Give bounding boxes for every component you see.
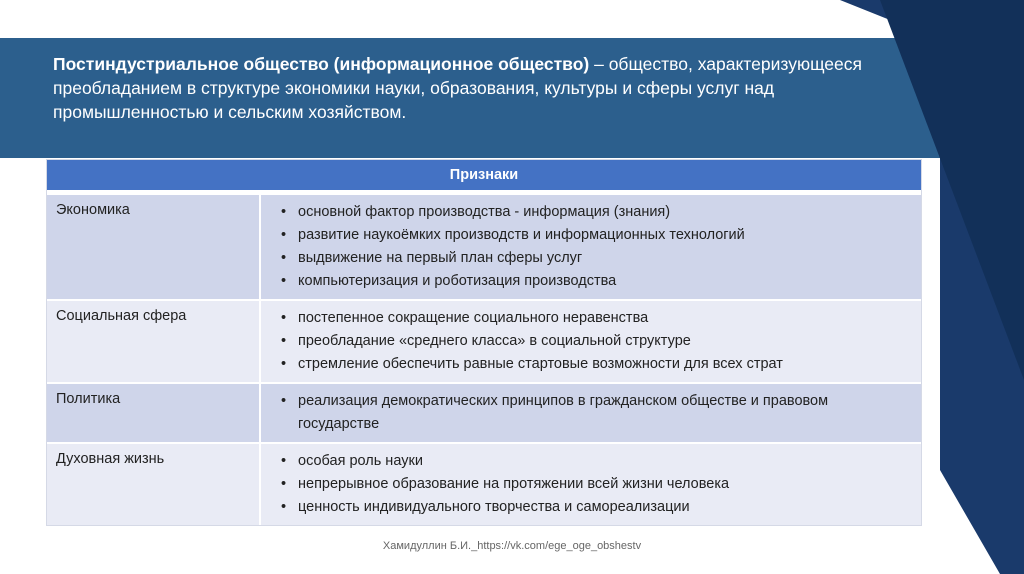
list-item xyxy=(281,473,911,496)
list-item-text: стремление обеспечить равные стартовые возможности для всех страт xyxy=(298,356,783,372)
features-cell xyxy=(261,384,921,442)
list-item-text: особая роль науки xyxy=(298,453,423,469)
bullet-icon: • xyxy=(281,204,287,220)
list-item-text: реализация демократических принципов в гражданском обществе и правовом государстве xyxy=(298,393,829,432)
table-row xyxy=(47,442,921,525)
list-item-text: развитие наукоёмких производств и информационных технологий xyxy=(298,227,745,243)
list-item-text: основной фактор производства - информация (знания) xyxy=(298,204,671,220)
table-row xyxy=(47,382,921,442)
bullet-icon: • xyxy=(281,227,287,243)
list-item-text: преобладание «среднего класса» в социальной структуре xyxy=(298,333,691,349)
list-item xyxy=(281,307,911,330)
list-item xyxy=(281,201,911,224)
list-item xyxy=(281,330,911,353)
list-item-text: компьютеризация и роботизация производства xyxy=(298,273,617,289)
sphere-cell: Экономика xyxy=(47,195,261,299)
list-item xyxy=(281,496,911,519)
table-row xyxy=(47,193,921,299)
bullet-icon: • xyxy=(281,250,287,266)
list-item xyxy=(281,450,911,473)
table-row xyxy=(47,299,921,382)
features-table xyxy=(47,160,921,525)
features-cell xyxy=(261,195,921,299)
bullet-icon: • xyxy=(281,393,287,409)
list-item-text: постепенное сокращение социального неравенства xyxy=(298,310,649,326)
list-item xyxy=(281,390,911,436)
list-item-text: выдвижение на первый план сферы услуг xyxy=(298,250,583,266)
sphere-cell: Социальная сфера xyxy=(47,301,261,382)
bullet-icon: • xyxy=(281,499,287,515)
sphere-cell: Духовная жизнь xyxy=(47,444,261,525)
definition-text xyxy=(53,52,873,124)
features-cell xyxy=(261,301,921,382)
bullet-icon: • xyxy=(281,356,287,372)
list-item-text: ценность индивидуального творчества и самореализации xyxy=(298,499,690,515)
definition: – общество, характеризующееся преобладанием в структуре экономики науки, образования, культуры и сферы услуг над промышленностью и сельским хозяйством. xyxy=(53,54,862,122)
bullet-icon: • xyxy=(281,273,287,289)
bullet-icon: • xyxy=(281,476,287,492)
bullet-icon: • xyxy=(281,333,287,349)
list-item-text: непрерывное образование на протяжении всей жизни человека xyxy=(298,476,730,492)
term: Постиндустриальное общество (информационное общество) xyxy=(53,54,590,74)
sphere-cell: Политика xyxy=(47,384,261,442)
footer-credit: Хамидуллин Б.И._https://vk.com/ege_oge_obshestv xyxy=(382,540,642,552)
features-cell xyxy=(261,444,921,525)
list-item xyxy=(281,224,911,247)
list-item xyxy=(281,270,911,293)
list-item xyxy=(281,353,911,376)
list-item xyxy=(281,247,911,270)
bullet-icon: • xyxy=(281,310,287,326)
table-header: Признаки xyxy=(47,160,921,193)
bullet-icon: • xyxy=(281,453,287,469)
